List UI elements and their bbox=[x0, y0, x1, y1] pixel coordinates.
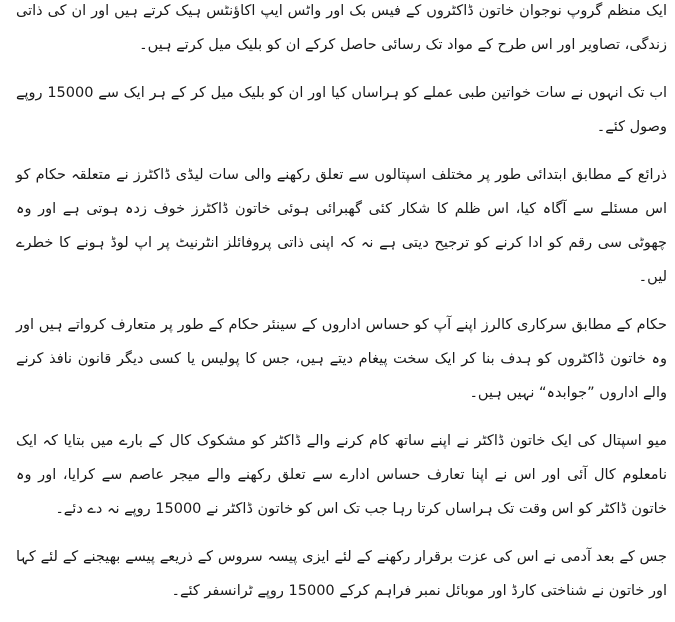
article-body bbox=[16, 0, 667, 622]
article-paragraph: جس کے بعد آدمی نے اس کی عزت برقرار رکھنے کے لئے ایزی پیسہ سروس کے ذریعے پیسے بھیجنے کے لئے کہا اور خاتون نے شناختی کارڈ اور موبائل نمبر فراہم کرکے 15000 روپے ٹرانسفر کئے۔ bbox=[16, 549, 667, 599]
article-paragraph: میو اسپتال کی ایک خاتون ڈاکٹر نے اپنے ساتھ کام کرنے والے ڈاکٹر کو مشکوک کال کے بارے میں بتایا کہ ایک نامعلوم کال آئی اور اس نے اپنا تعارف حساس ادارے سے تعلق رکھنے والے میجر عاصم سے کرایا، اور وہ خاتون ڈاکٹر کو اس وقت تک ہراساں کرتا رہا جب تک اس کو خاتون ڈاکٹر نے 15000 روپے نہ دے دئے۔ bbox=[16, 433, 667, 517]
article-paragraph: ذرائع کے مطابق ابتدائی طور پر مختلف اسپتالوں سے تعلق رکھنے والی سات لیڈی ڈاکٹرز نے متعلقہ حکام کو اس مسئلے سے آگاہ کیا، اس ظلم کا شکار کئی گھبرائی ہوئی خاتون ڈاکٹرز خوف زدہ ہوتی ہے اور وہ چھوٹی سی رقم کو ادا کرنے کو ترجیح دیتی ہے نہ کہ اپنی ذاتی پروفائلز انٹرنیٹ پر اپ لوڈ ہونے کا خطرے لیں۔ bbox=[16, 167, 667, 285]
article-paragraph: ایک منظم گروپ نوجوان خاتون ڈاکٹروں کے فیس بک اور واٹس ایپ اکاؤنٹس ہیک کرتے ہیں اور ان کی ذاتی زندگی، تصاویر اور اس طرح کے مواد تک رسائی حاصل کرکے ان کو بلیک میل کرتے ہیں۔ bbox=[16, 3, 667, 53]
article-paragraph: اب تک انہوں نے سات خواتین طبی عملے کو ہراساں کیا اور ان کو بلیک میل کر کے ہر ایک سے 15000 روپے وصول کئے۔ bbox=[16, 85, 667, 135]
article-paragraph: حکام کے مطابق سرکاری کالرز اپنے آپ کو حساس اداروں کے سینئر حکام کے طور پر متعارف کرواتے ہیں اور وہ خاتون ڈاکٹروں کو ہدف بنا کر ایک سخت پیغام دیتے ہیں، جس کا پولیس یا کسی دیگر قانون نافذ کرنے والے اداروں ”جوابدہ“ نہیں ہیں۔ bbox=[16, 317, 667, 401]
